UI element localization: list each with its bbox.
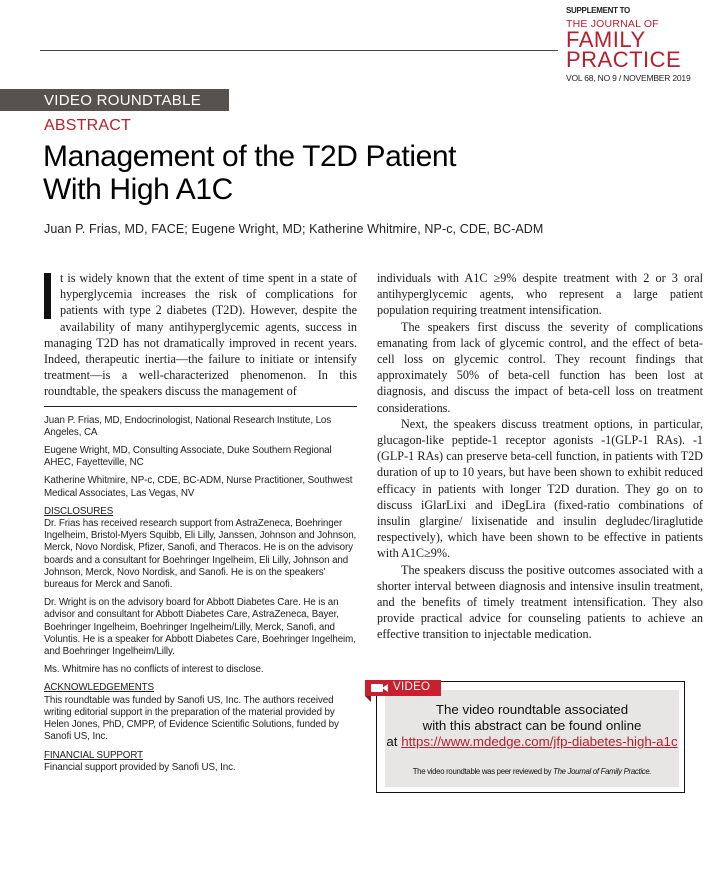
peer-review-journal: The Journal of Family Practice. bbox=[553, 767, 652, 776]
financial-support-block bbox=[44, 750, 357, 774]
acknowledgements-text: This roundtable was funded by Sanofi US, Inc. The authors received writing editorial support in the preparation of the material provided by Helen Jones, PhD, CMPP, of Evidence Scientific Solutions, funded by Sanofi US, Inc. bbox=[44, 694, 339, 743]
journal-name-line1: FAMILY bbox=[566, 27, 646, 52]
video-link[interactable]: https://www.mdedge.com/jfp-diabetes-high-a1c bbox=[401, 734, 678, 749]
abstract-paragraph: The speakers first discuss the severity of complications emanating from lack of glycemic control, and the effect of beta-cell loss on glycemic control. They recount findings that approximately 50% of beta-cell function has been lost at diagnosis, and discuss the impact of beta-cell loss on treatment considerations. bbox=[377, 319, 703, 415]
journal-prefix: THE JOURNAL OF bbox=[566, 18, 659, 30]
video-text-line bbox=[385, 734, 679, 750]
video-text-line: with this abstract can be found online bbox=[422, 718, 642, 733]
disclosures-heading: DISCLOSURES bbox=[44, 505, 114, 517]
disclosures-block bbox=[44, 506, 357, 677]
abstract-body-left bbox=[44, 270, 357, 400]
author-list: Juan P. Frias, MD, FACE; Eugene Wright, MD; Katherine Whitmire, NP-c, CDE, BC-ADM bbox=[44, 222, 544, 236]
abstract-paragraph: The speakers discuss the positive outcomes associated with a shorter interval between diagnosis and intensive insulin treatment, and the benefits of timely treatment intensification. They also provide practical advice for counseling patients to achieve an effective transition to injectable medication. bbox=[377, 562, 703, 642]
video-callout-text bbox=[385, 702, 679, 750]
affiliation-item: Katherine Whitmire, NP-c, CDE, BC-ADM, Nurse Practitioner, Southwest Medical Associates, Las Vegas, NV bbox=[44, 475, 353, 499]
video-text-line: The video roundtable associated bbox=[435, 702, 629, 717]
right-column bbox=[377, 270, 703, 643]
section-label: ABSTRACT bbox=[44, 117, 131, 134]
journal-masthead bbox=[566, 6, 716, 84]
abstract-body-right bbox=[377, 270, 703, 643]
title-line1: Management of the T2D Patient bbox=[43, 140, 457, 173]
video-tag bbox=[365, 680, 441, 696]
peer-review-text: The video roundtable was peer reviewed by bbox=[412, 767, 554, 776]
financial-support-heading: FINANCIAL SUPPORT bbox=[44, 749, 144, 761]
abstract-paragraph: individuals with A1C ≥9% despite treatment with 2 or 3 oral antihyperglycemic agents, who represent a large patient population requiring treatment intensification. bbox=[377, 271, 703, 318]
video-callout-box bbox=[376, 681, 685, 793]
acknowledgements-block bbox=[44, 682, 357, 743]
affiliations-rule bbox=[44, 406, 357, 407]
affiliation-item: Eugene Wright, MD, Consulting Associate, Duke Southern Regional AHEC, Fayetteville, NC bbox=[44, 445, 332, 469]
affiliations-block bbox=[44, 415, 357, 500]
abstract-paragraph: Next, the speakers discuss treatment options, in particular, glucagon-like peptide-1 receptor agonists -1(GLP-1 RAs). -1 (GLP-1 RAs) can preserve beta-cell function, in patients with T2D duration of up to 10 years, but have been shown to exhibit reduced efficacy in patients with longer T2D duration. They go on to discuss iGlarLixi and iDegLira (fixed-ratio combinations of insulin glargine/ lixisenatide and insulin degludec/liraglutide respectively), which have been shown to be effective in patients with A1C≥9%. bbox=[377, 416, 703, 561]
paragraph-text: t is widely known that the extent of time spent in a state of hyperglycemia increases the risk of complications for patients with type 2 diabetes (T2D). However, despite the availability of many antihyperglycemic agents, success in managing T2D has not dramatically improved in recent years. Indeed, therapeutic inertia—the failure to initiate or intensify treatment—is a well-characterized phenomenon. In this roundtable, the speakers discuss the management of bbox=[44, 271, 357, 399]
left-column bbox=[44, 270, 357, 780]
tag-fold-decoration bbox=[365, 696, 371, 702]
disclosure-item: Dr. Frias has received research support from AstraZeneca, Boehringer Ingelheim, Bristol-Myers Squibb, Eli Lilly, Janssen, Johnson and Johnson, Merck, Novo Nordisk, Pfizer, Sanofi, and Theracos. He is on the advisory boards and a consultant for Boehringer Ingelheim, Eli Lilly, Johnson and Johnson, Merck, Novo Nordisk, and Sanofi. He is on the speakers' bureaus for Merck and Sanofi. bbox=[44, 518, 357, 591]
disclosure-item: Ms. Whitmire has no conflicts of interest to disclose. bbox=[44, 664, 264, 676]
video-link-prefix: at bbox=[386, 734, 402, 749]
section-banner bbox=[0, 89, 229, 111]
video-camera-icon bbox=[371, 684, 383, 692]
banner-label: VIDEO ROUNDTABLE bbox=[44, 92, 202, 109]
acknowledgements-heading: ACKNOWLEDGEMENTS bbox=[44, 682, 154, 694]
header-rule bbox=[40, 50, 558, 51]
affiliation-item: Juan P. Frias, MD, Endocrinologist, National Research Institute, Los Angeles, CA bbox=[44, 414, 332, 438]
page-title bbox=[43, 140, 563, 206]
volume-info: VOL 68, NO 9 / NOVEMBER 2019 bbox=[566, 73, 691, 83]
title-line2: With High A1C bbox=[43, 173, 233, 206]
video-callout-inner bbox=[385, 690, 679, 787]
peer-review-note bbox=[385, 767, 679, 776]
abstract-paragraph bbox=[44, 270, 357, 400]
financial-support-text: Financial support provided by Sanofi US, Inc. bbox=[44, 761, 236, 773]
disclosure-item: Dr. Wright is on the advisory board for Abbott Diabetes Care. He is an advisor and consultant for Abbott Diabetes Care, AstraZeneca, Bayer, Boehringer Ingelheim, Boehringer Ingelheim/Lilly, Merck, Sanofi, and Voluntis. He is a speaker for Abbott Diabetes Care, Boehringer Ingelheim, and Boehringer Ingelheim/Lilly. bbox=[44, 597, 356, 658]
video-tag-label: VIDEO bbox=[393, 681, 431, 693]
drop-cap-i bbox=[44, 273, 51, 319]
journal-name-line2: PRACTICE bbox=[566, 47, 682, 72]
supplement-label: SUPPLEMENT TO bbox=[566, 6, 630, 15]
